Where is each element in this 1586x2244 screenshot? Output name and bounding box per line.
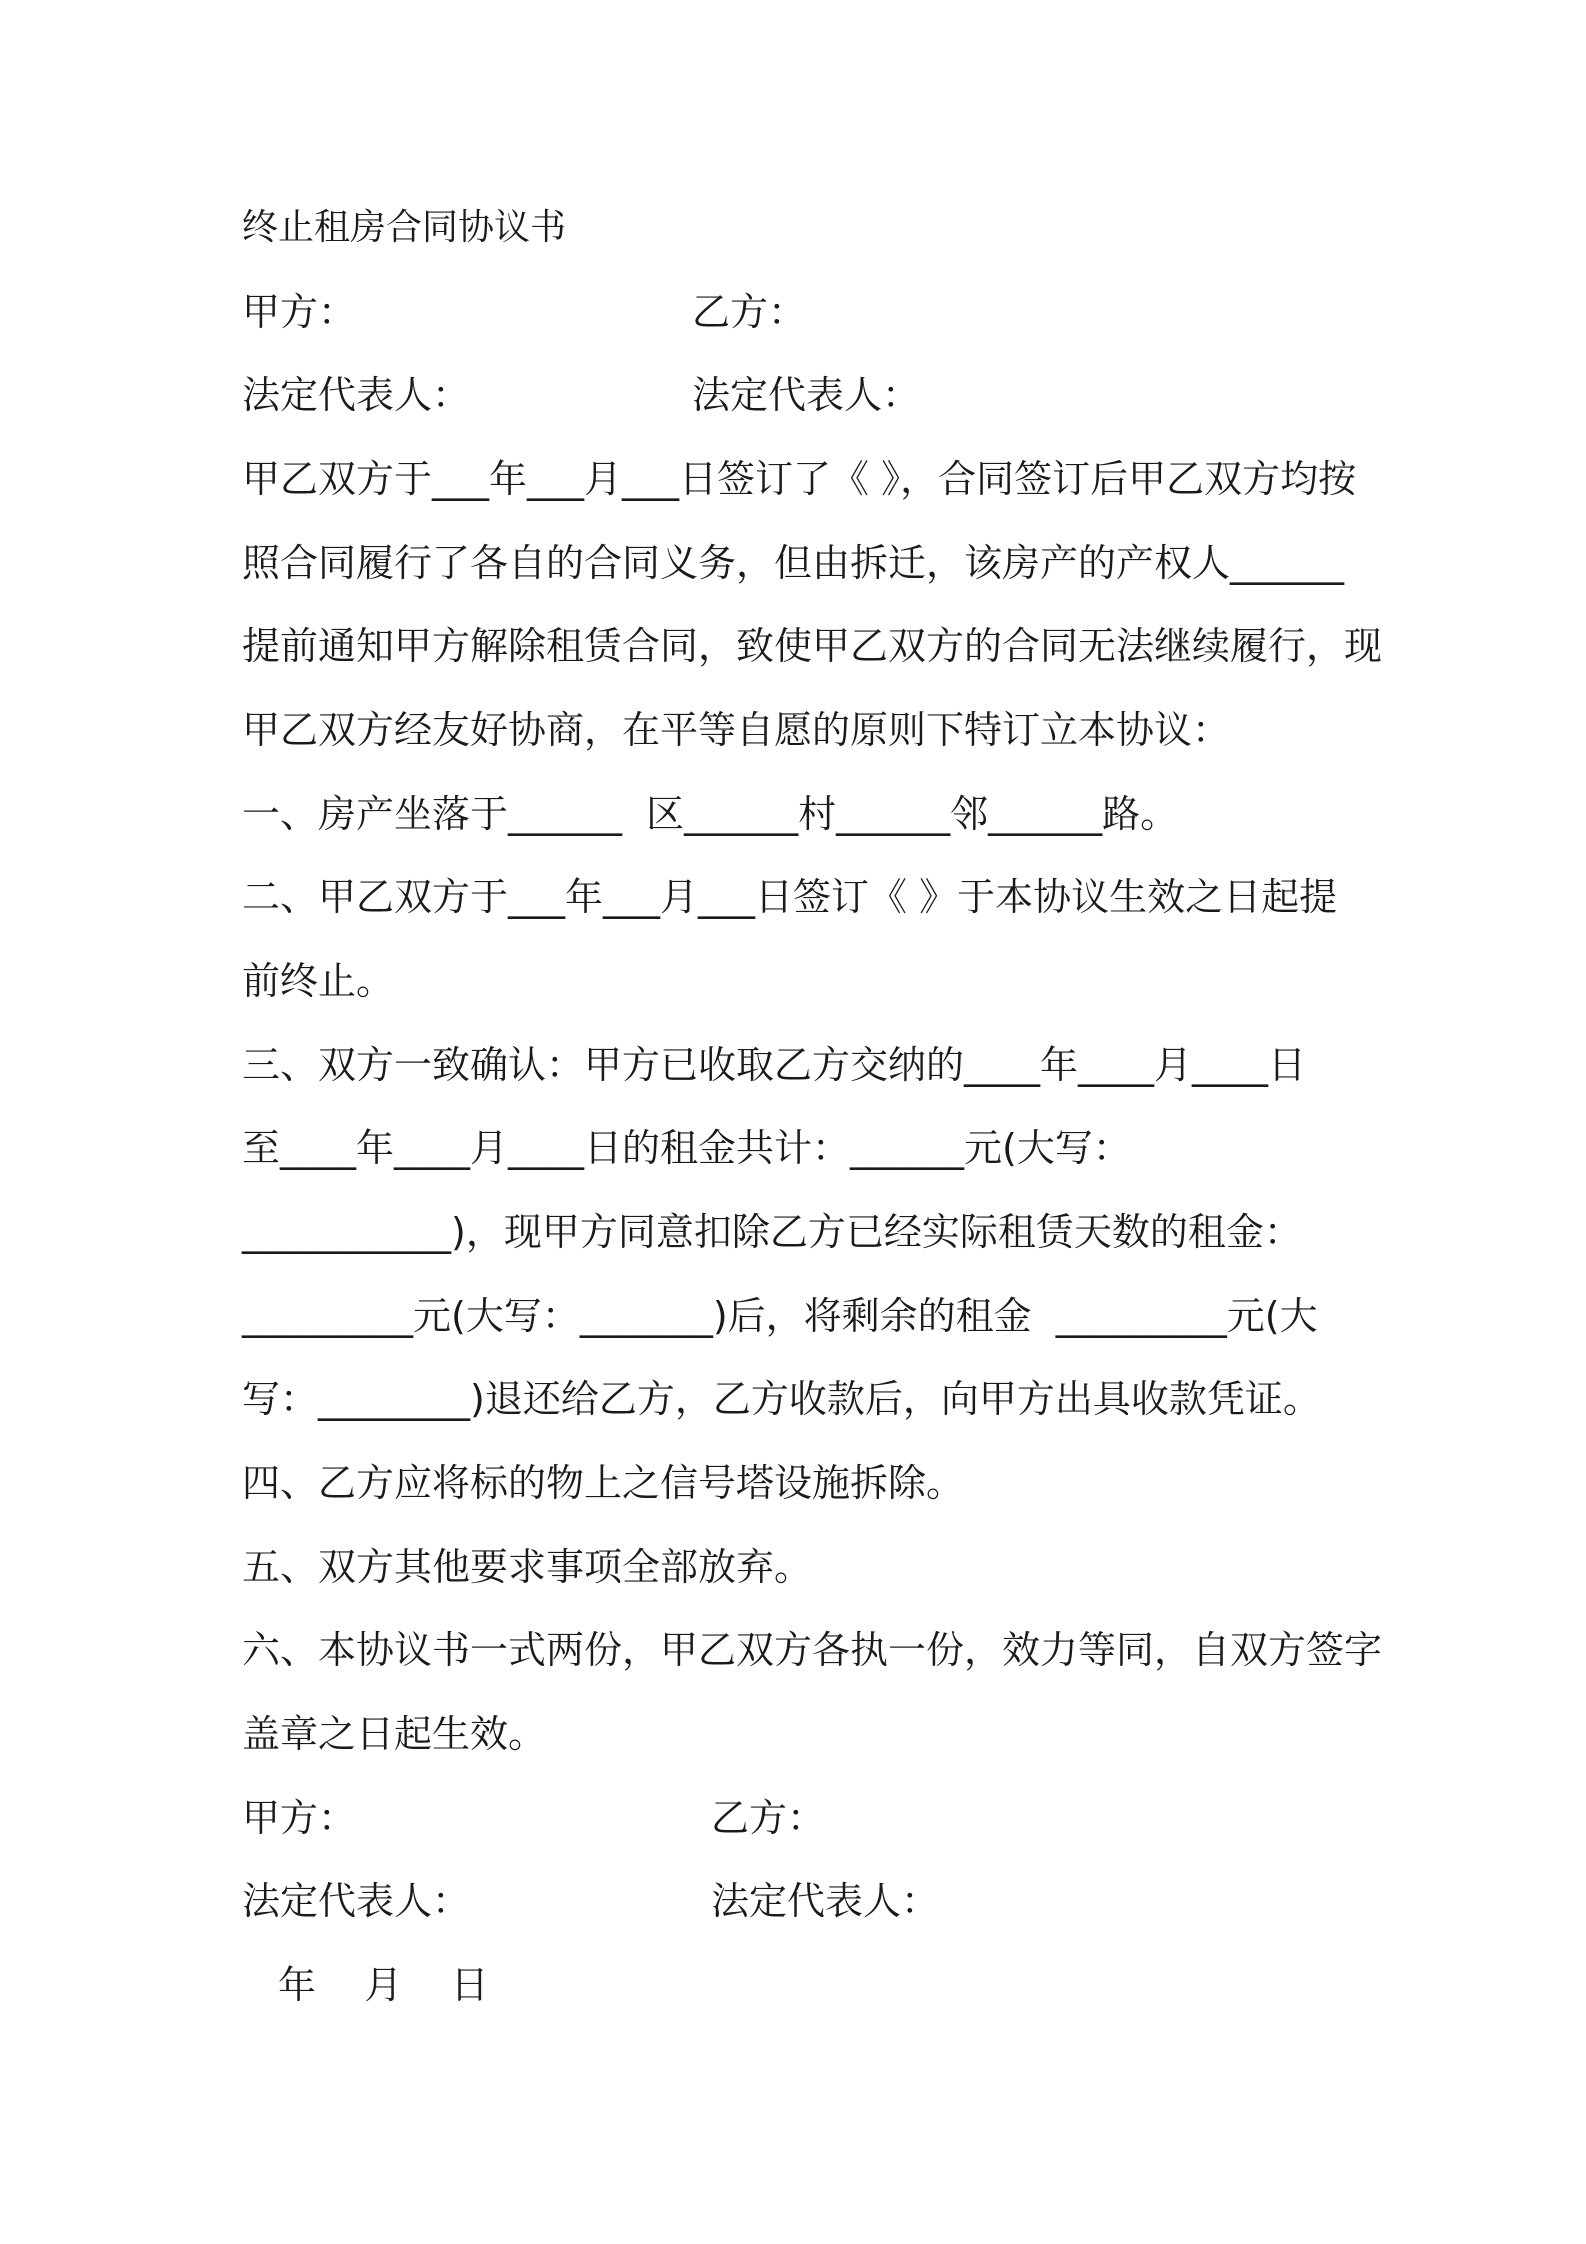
clause-6: 六、本协议书一式两份，甲乙双方各执一份，效力等同，自双方签字 — [242, 1628, 1383, 1672]
footer-rep-b: 法定代表人： — [711, 1879, 940, 1923]
body-line: 甲乙双方经友好协商，在平等自愿的原则下特订立本协议： — [242, 708, 1231, 752]
clause-2: 二、甲乙双方于___年___月___日签订《 》于本协议生效之日起提 — [242, 875, 1338, 919]
footer-date: 年 月 日 — [278, 1963, 489, 2007]
header-rep-b: 法定代表人： — [692, 373, 921, 417]
clause-1: 一、房产坐落于______ 区______村______邻______路。 — [242, 792, 1179, 836]
footer-rep-a: 法定代表人： — [242, 1879, 471, 1923]
header-party-b: 乙方： — [692, 290, 807, 334]
clause-5: 五、双方其他要求事项全部放弃。 — [242, 1545, 813, 1589]
body-line: 前终止。 — [242, 959, 395, 1003]
body-line: 提前通知甲方解除租赁合同，致使甲乙双方的合同无法继续履行，现 — [242, 624, 1383, 668]
body-line: ___________)，现甲方同意扣除乙方已经实际租赁天数的租金： — [242, 1210, 1302, 1254]
body-line: 照合同履行了各自的合同义务，但由拆迁，该房产的产权人______ — [242, 541, 1345, 585]
clause-4: 四、乙方应将标的物上之信号塔设施拆除。 — [242, 1461, 965, 1505]
footer-party-a: 甲方： — [242, 1796, 357, 1840]
body-line: 写：________)退还给乙方，乙方收款后，向甲方出具收款凭证。 — [242, 1377, 1321, 1421]
body-line: 盖章之日起生效。 — [242, 1712, 547, 1756]
header-rep-a: 法定代表人： — [242, 373, 471, 417]
body-line: 甲乙双方于___年___月___日签订了《 》，合同签订后甲乙双方均按 — [242, 457, 1357, 501]
body-line: _________元(大写：_______)后，将剩余的租金 _________元(大 — [242, 1294, 1318, 1338]
header-party-a: 甲方： — [242, 290, 357, 334]
body-line: 至____年____月____日的租金共计：______元(大写： — [242, 1126, 1131, 1170]
footer-party-b: 乙方： — [711, 1796, 826, 1840]
clause-3: 三、双方一致确认：甲方已收取乙方交纳的____年____月____日 — [242, 1043, 1307, 1087]
document-title: 终止租房合同协议书 — [242, 207, 567, 248]
